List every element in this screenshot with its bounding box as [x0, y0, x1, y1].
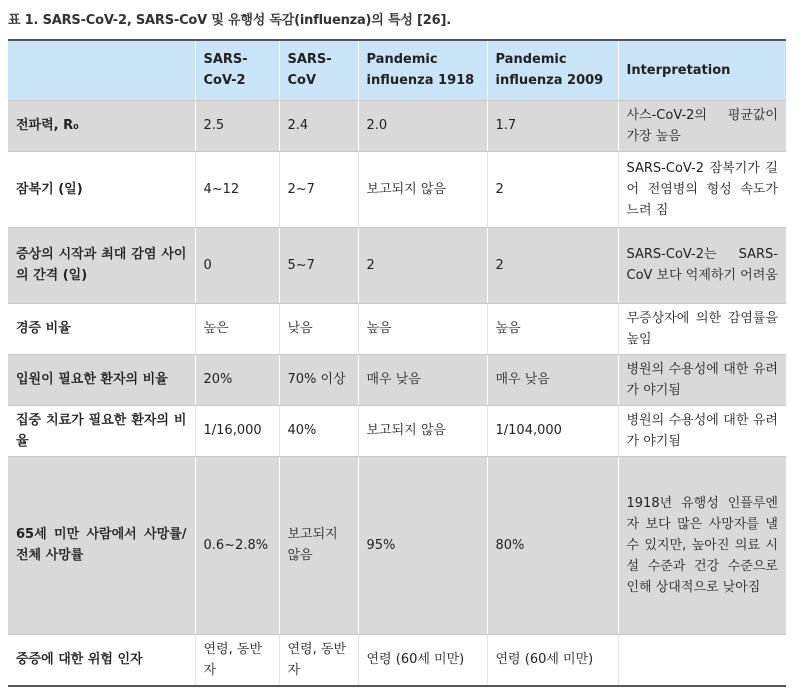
cell-sars-cov: 낮음	[279, 303, 358, 354]
cell-pandemic-2009: 1.7	[487, 100, 618, 151]
table-row	[8, 456, 786, 634]
row-label: 입원이 필요한 환자의 비율	[8, 354, 195, 405]
cell-sars-cov: 40%	[279, 405, 358, 456]
cell-pandemic-2009: 80%	[487, 456, 618, 634]
table-row	[8, 354, 786, 405]
table-caption: 표 1. SARS-CoV-2, SARS-CoV 및 유행성 독감(influenza)의 특성 [26].	[8, 13, 451, 28]
header-row	[8, 40, 786, 100]
row-label: 집중 치료가 필요한 환자의 비율	[8, 405, 195, 456]
cell-sars-cov: 2.4	[279, 100, 358, 151]
cell-pandemic-1918: 95%	[358, 456, 487, 634]
header-interpretation: Interpretation	[618, 40, 786, 100]
cell-interpretation: 무증상자에 의한 감염률을 높임	[618, 303, 786, 354]
cell-sars-cov-2: 20%	[195, 354, 279, 405]
cell-pandemic-2009: 2	[487, 227, 618, 303]
cell-sars-cov-2: 1/16,000	[195, 405, 279, 456]
cell-pandemic-2009: 2	[487, 151, 618, 227]
cell-pandemic-1918: 보고되지 않음	[358, 151, 487, 227]
cell-pandemic-1918: 2.0	[358, 100, 487, 151]
table-row	[8, 634, 786, 686]
cell-interpretation: SARS-CoV-2는 SARS-CoV 보다 억제하기 어려움	[618, 227, 786, 303]
row-label: 경증 비율	[8, 303, 195, 354]
cell-pandemic-2009: 1/104,000	[487, 405, 618, 456]
cell-sars-cov: 연령, 동반자	[279, 634, 358, 686]
row-label: 중증에 대한 위험 인자	[8, 634, 195, 686]
table-row	[8, 151, 786, 227]
cell-interpretation: 병원의 수용성에 대한 유려가 야기됨	[618, 405, 786, 456]
cell-sars-cov-2: 높은	[195, 303, 279, 354]
cell-interpretation	[618, 634, 786, 686]
cell-pandemic-2009: 높음	[487, 303, 618, 354]
header-pandemic-1918: Pandemic influenza 1918	[358, 40, 487, 100]
cell-sars-cov-2: 2.5	[195, 100, 279, 151]
table-row	[8, 100, 786, 151]
characteristics-table	[8, 39, 786, 687]
cell-sars-cov-2: 4~12	[195, 151, 279, 227]
cell-pandemic-2009: 연령 (60세 미만)	[487, 634, 618, 686]
cell-sars-cov: 보고되지 않음	[279, 456, 358, 634]
cell-pandemic-2009: 매우 낮음	[487, 354, 618, 405]
header-sars-cov: SARS-CoV	[279, 40, 358, 100]
cell-interpretation: 사스-CoV-2의 평균값이 가장 높음	[618, 100, 786, 151]
cell-sars-cov: 5~7	[279, 227, 358, 303]
cell-pandemic-1918: 높음	[358, 303, 487, 354]
cell-sars-cov: 70% 이상	[279, 354, 358, 405]
header-cell-empty	[8, 40, 195, 100]
header-sars-cov-2: SARS-CoV-2	[195, 40, 279, 100]
cell-sars-cov-2: 연령, 동반자	[195, 634, 279, 686]
cell-interpretation: 병원의 수용성에 대한 유려가 야기됨	[618, 354, 786, 405]
header-pandemic-2009: Pandemic influenza 2009	[487, 40, 618, 100]
row-label: 전파력, R₀	[8, 100, 195, 151]
cell-pandemic-1918: 보고되지 않음	[358, 405, 487, 456]
row-label: 증상의 시작과 최대 감염 사이의 간격 (일)	[8, 227, 195, 303]
cell-sars-cov-2: 0	[195, 227, 279, 303]
row-label: 65세 미만 사람에서 사망률/전체 사망률	[8, 456, 195, 634]
cell-interpretation: 1918년 유행성 인플루엔자 보다 많은 사망자를 낼 수 있지만, 높아진 의료 시설 수준과 건강 수준으로 인해 상대적으로 낮아짐	[618, 456, 786, 634]
row-label: 잠복기 (일)	[8, 151, 195, 227]
cell-sars-cov-2: 0.6~2.8%	[195, 456, 279, 634]
table-row	[8, 405, 786, 456]
cell-pandemic-1918: 연령 (60세 미만)	[358, 634, 487, 686]
cell-pandemic-1918: 매우 낮음	[358, 354, 487, 405]
table-row	[8, 303, 786, 354]
cell-sars-cov: 2~7	[279, 151, 358, 227]
cell-interpretation: SARS-CoV-2 잠복기가 길어 전염병의 형성 속도가 느려 짐	[618, 151, 786, 227]
cell-pandemic-1918: 2	[358, 227, 487, 303]
table-row	[8, 227, 786, 303]
